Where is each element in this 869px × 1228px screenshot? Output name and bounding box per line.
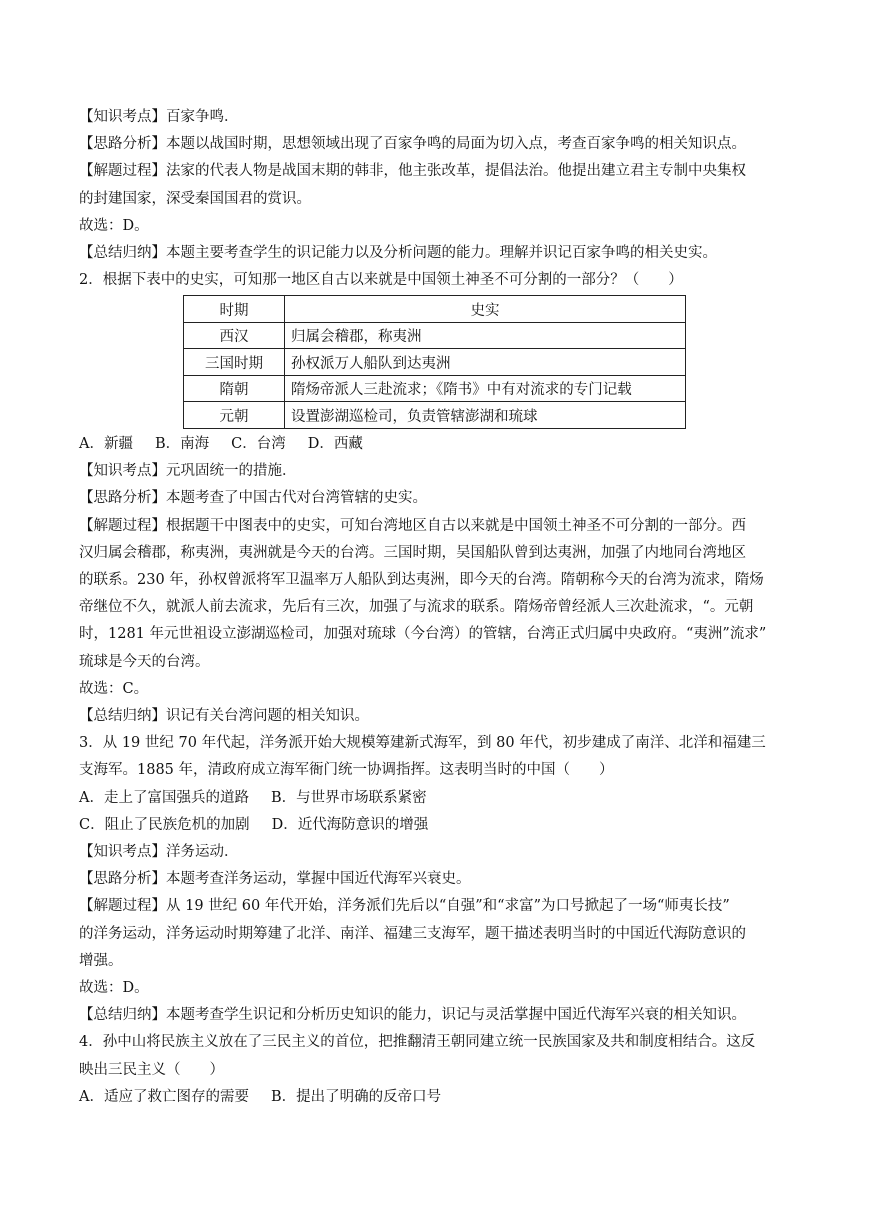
q4-stem-line-1: 4．孙中山将民族主义放在了三民主义的首位，把推翻清王朝同建立统一民族国家及共和制度相结合。这反 bbox=[79, 1034, 756, 1051]
q2-solution-line-6: 琉球是今天的台湾。 bbox=[79, 653, 210, 670]
q3-solution-line-3: 增强。 bbox=[79, 952, 123, 969]
table-row bbox=[184, 349, 686, 376]
q3-option-d: D．近代海防意识的增强 bbox=[271, 816, 429, 833]
q1-solution-line-2: 的封建国家，深受秦国国君的赏识。 bbox=[79, 190, 311, 207]
q3-stem-line-2: 支海军。1885 年，清政府成立海军衙门统一协调指挥。这表明当时的中国（ ） bbox=[79, 762, 614, 779]
q3-solution-line-1: 【解题过程】从 19 世纪 60 年代开始，洋务派们先后以“自强”和“求富”为口号掀起了一场“师夷长技” bbox=[79, 898, 730, 915]
q3-options-row-2 bbox=[79, 812, 793, 839]
q2-knowledge-point: 【知识考点】元巩固统一的措施． bbox=[79, 463, 297, 480]
q2-analysis: 【思路分析】本题考查了中国古代对台湾管辖的史实。 bbox=[79, 490, 427, 507]
q2-option-a: A．新疆 bbox=[79, 435, 133, 452]
q1-solution-line-1: 【解题过程】法家的代表人物是战国末期的韩非，他主张改革，提倡法治。他提出建立君主专制中央集权 bbox=[79, 163, 746, 180]
table-header-period: 时期 bbox=[184, 296, 285, 323]
q2-solution-line-5: 时，1281 年元世祖设立澎湖巡检司，加强对琉球（今台湾）的管辖，台湾正式归属中央政府。“夷洲”流求” bbox=[79, 626, 767, 643]
q3-option-b: B．与世界市场联系紧密 bbox=[270, 789, 427, 806]
q1-answer: 故选：D。 bbox=[79, 217, 149, 234]
q2-stem: 2．根据下表中的史实，可知那一地区自古以来就是中国领土神圣不可分割的一部分？（ ） bbox=[79, 272, 683, 289]
q2-options bbox=[79, 431, 793, 458]
q3-answer: 故选：D。 bbox=[79, 979, 149, 996]
q2-option-d: D．西藏 bbox=[307, 435, 363, 452]
q2-history-table bbox=[183, 295, 686, 429]
q1-analysis: 【思路分析】本题以战国时期，思想领域出现了百家争鸣的局面为切入点，考查百家争鸣的相关知识点。 bbox=[79, 136, 746, 153]
q2-solution-line-2: 汉归属会稽郡，称夷洲，夷洲就是今天的台湾。三国时期，吴国船队曾到达夷洲，加强了内地同台湾地区 bbox=[79, 544, 746, 561]
q2-option-b: B．南海 bbox=[154, 435, 210, 452]
table-cell-fact: 隋炀帝派人三赴流求；《隋书》中有对流求的专门记载 bbox=[285, 375, 686, 402]
q3-options-row-1 bbox=[79, 785, 793, 812]
q3-stem-line-1: 3．从 19 世纪 70 年代起，洋务派开始大规模筹建新式海军，到 80 年代，初步建成了南洋、北洋和福建三 bbox=[79, 735, 766, 752]
q2-solution-line-3: 的联系。230 年，孙权曾派将军卫温率万人船队到达夷洲，即今天的台湾。隋朝称今天的台湾为流求，隋炀 bbox=[79, 571, 764, 588]
q3-knowledge-point: 【知识考点】洋务运动． bbox=[79, 843, 239, 860]
q3-option-c: C．阻止了民族危机的加剧 bbox=[79, 816, 250, 833]
q2-solution-line-4: 帝继位不久，就派人前去流求，先后有三次，加强了与流求的联系。隋炀帝曾经派人三次赴流求，“。元朝 bbox=[79, 599, 754, 616]
q4-stem-line-2: 映出三民主义（ ） bbox=[79, 1061, 224, 1078]
table-row bbox=[184, 322, 686, 349]
table-cell-fact: 孙权派万人船队到达夷洲 bbox=[285, 349, 686, 376]
table-cell-period: 西汉 bbox=[184, 322, 285, 349]
table-row bbox=[184, 375, 686, 402]
table-cell-period: 隋朝 bbox=[184, 375, 285, 402]
q4-options-row-1 bbox=[79, 1084, 793, 1111]
table-cell-fact: 归属会稽郡，称夷洲 bbox=[285, 322, 686, 349]
q2-option-c: C．台湾 bbox=[231, 435, 286, 452]
q2-solution-line-1: 【解题过程】根据题干中图表中的史实，可知台湾地区自古以来就是中国领土神圣不可分割的一部分。西 bbox=[79, 517, 746, 534]
q3-analysis: 【思路分析】本题考查洋务运动，掌握中国近代海军兴衰史。 bbox=[79, 871, 471, 888]
q2-answer: 故选：C。 bbox=[79, 680, 149, 697]
table-row bbox=[184, 402, 686, 429]
q3-solution-line-2: 的洋务运动，洋务运动时期筹建了北洋、南洋、福建三支海军，题干描述表明当时的中国近代海防意识的 bbox=[79, 925, 746, 942]
q3-option-a: A．走上了富国强兵的道路 bbox=[79, 789, 249, 806]
table-cell-period: 三国时期 bbox=[184, 349, 285, 376]
q3-summary: 【总结归纳】本题考查学生识记和分析历史知识的能力，识记与灵活掌握中国近代海军兴衰的相关知识。 bbox=[79, 1007, 746, 1024]
table-cell-fact: 设置澎湖巡检司，负责管辖澎湖和琉球 bbox=[285, 402, 686, 429]
q1-knowledge-point: 【知识考点】百家争鸣． bbox=[79, 109, 239, 125]
table-header-row bbox=[184, 296, 686, 323]
table-header-fact: 史实 bbox=[285, 296, 686, 323]
q4-option-a: A．适应了救亡图存的需要 bbox=[79, 1088, 249, 1105]
table-cell-period: 元朝 bbox=[184, 402, 285, 429]
document-content bbox=[79, 104, 793, 1111]
q2-summary: 【总结归纳】识记有关台湾问题的相关知识。 bbox=[79, 707, 369, 724]
q1-summary: 【总结归纳】本题主要考查学生的识记能力以及分析问题的能力。理解并识记百家争鸣的相关史实。 bbox=[79, 245, 717, 262]
q4-option-b: B．提出了明确的反帝口号 bbox=[270, 1088, 442, 1105]
